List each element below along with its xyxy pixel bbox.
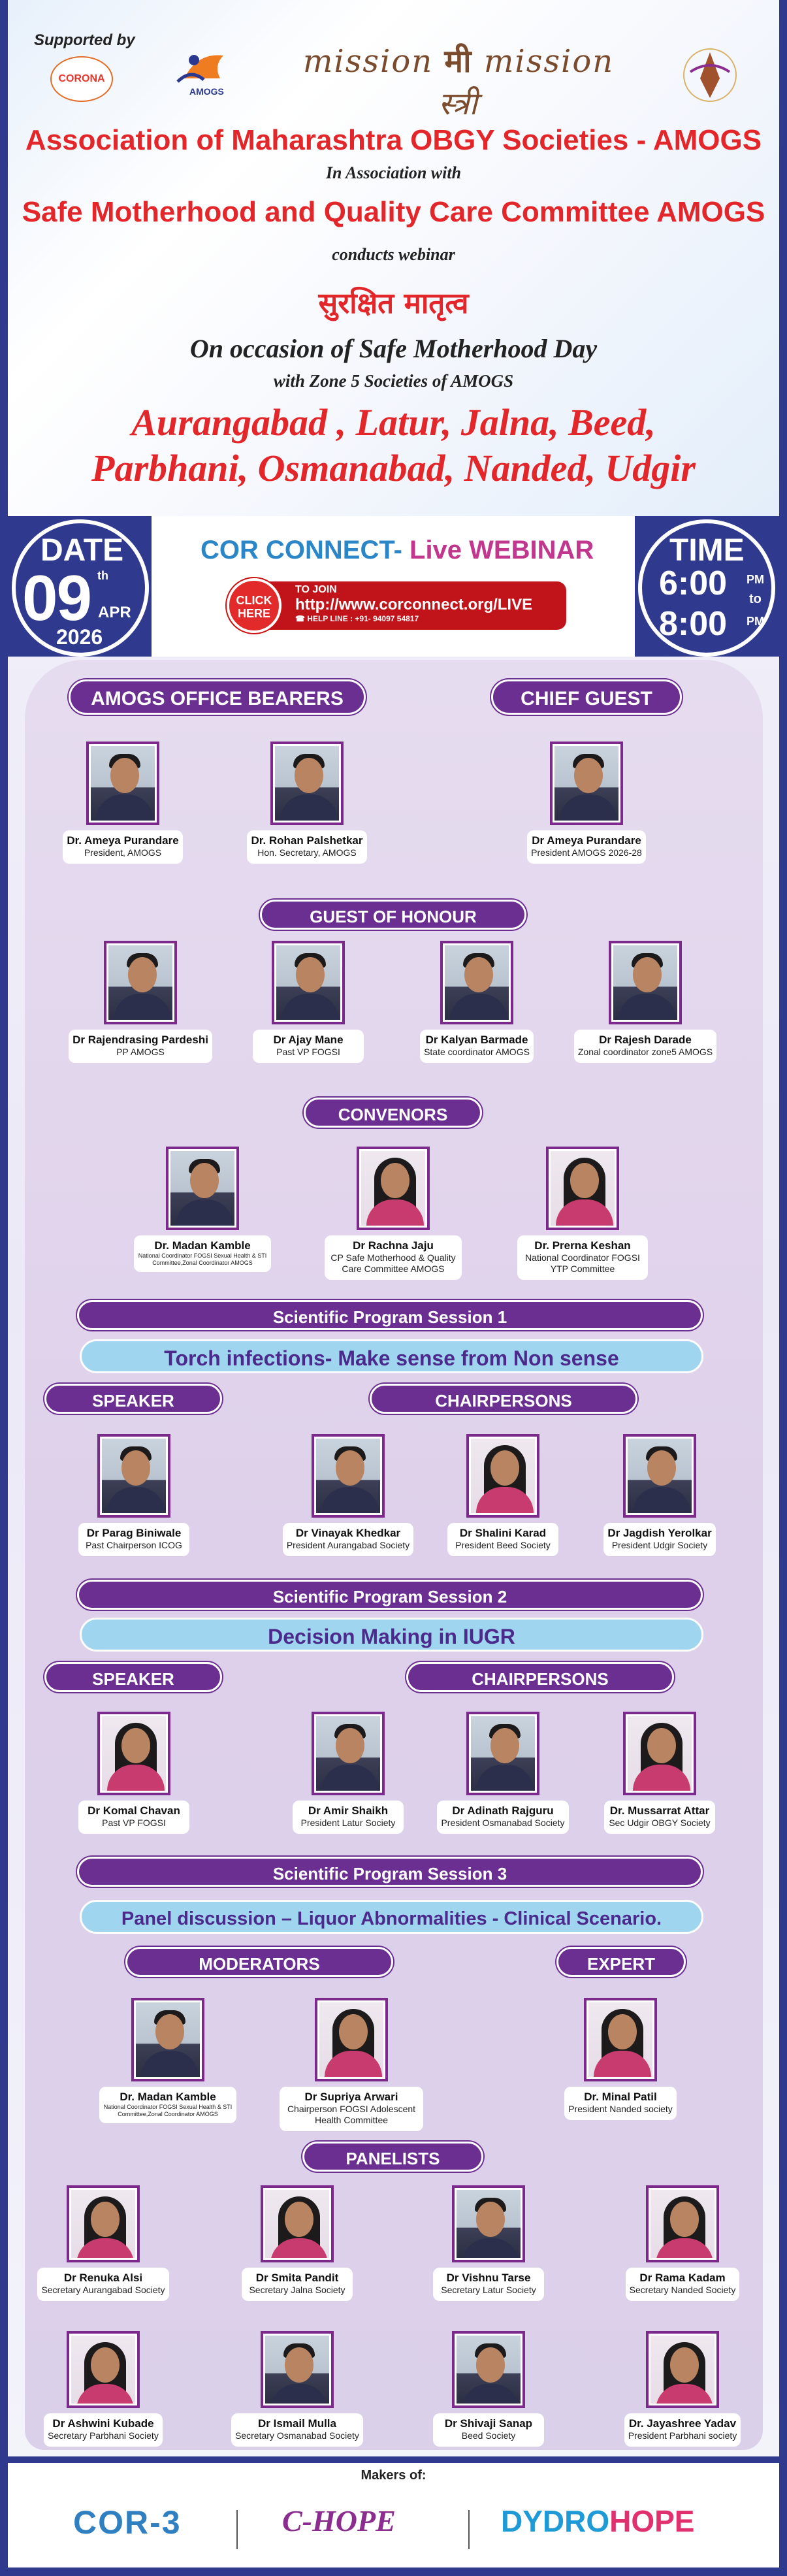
person-title: President Latur Society <box>300 1818 396 1828</box>
person-title: President Osmanabad Society <box>441 1818 565 1828</box>
panelists-heading: PANELISTS <box>302 2142 483 2172</box>
portrait-photo <box>166 1147 239 1230</box>
person-name: Dr Ameya Purandare <box>532 834 641 847</box>
portrait-photo <box>261 2185 334 2262</box>
portrait-photo <box>550 742 623 825</box>
cities-line-2: Parbhani, Osmanabad, Nanded, Udgir <box>91 447 696 489</box>
person-title: PP AMOGS <box>116 1047 165 1057</box>
person-card <box>567 941 724 1063</box>
occasion-title: On occasion of Safe Motherhood Day <box>189 334 598 363</box>
person-card <box>604 2185 761 2301</box>
person-title: CP Safe Motherhood & Quality Care Committee AMOGS <box>330 1252 456 1274</box>
portrait-photo <box>261 2331 334 2408</box>
portrait-photo <box>86 742 159 825</box>
person-name: Dr. Jayashree Yadav <box>628 2417 737 2430</box>
person-title: Secretary Aurangabad Society <box>41 2285 165 2295</box>
portrait-photo <box>609 941 682 1024</box>
committee-title: Safe Motherhood and Quality Care Committee AMOGS <box>22 196 765 228</box>
association-title: Association of Maharashtra OBGY Societies - AMOGS <box>25 124 762 156</box>
person-name: Dr Supriya Arwari <box>304 2091 398 2103</box>
person-title: State coordinator AMOGS <box>424 1047 530 1057</box>
chief-guest-heading: CHIEF GUEST <box>491 679 682 715</box>
person-title: Secretary Nanded Society <box>629 2285 736 2295</box>
moderators-heading: MODERATORS <box>125 1947 393 1977</box>
person-name: Dr Shivaji Sanap <box>444 2417 533 2430</box>
person-name: Dr Parag Biniwale <box>86 1527 182 1539</box>
person-name: Dr Ajay Mane <box>273 1034 344 1046</box>
amogs-logo <box>165 46 243 105</box>
person-card <box>230 941 387 1063</box>
portrait-photo <box>67 2185 140 2262</box>
session-2-heading: Scientific Program Session 2 <box>77 1580 703 1610</box>
session-1-heading: Scientific Program Session 1 <box>77 1300 703 1330</box>
person-title: Beed Society <box>461 2430 516 2441</box>
person-title: President Parbhani society <box>628 2430 737 2441</box>
webinar-brand <box>201 536 594 565</box>
date-label: DATE <box>40 533 124 568</box>
person-name: Dr Rajesh Darade <box>599 1034 692 1046</box>
person-name: Dr Rachna Jaju <box>353 1239 434 1252</box>
person-card <box>219 2331 376 2447</box>
time-start: 6:00 <box>659 564 728 602</box>
time-badge <box>638 519 775 657</box>
webinar-panel <box>152 516 635 657</box>
portrait-photo <box>646 2331 719 2408</box>
mission-logo <box>298 39 618 124</box>
person-card <box>581 1434 738 1556</box>
session-3-topic: Panel discussion – Liquor Abnormalities - Clinical Scenario. <box>80 1900 703 1934</box>
convenors-heading: CONVENORS <box>304 1098 482 1128</box>
person-title: President Beed Society <box>455 1540 551 1550</box>
portrait-photo <box>312 1434 385 1518</box>
person-card <box>315 1147 472 1280</box>
guest-of-honour-heading: GUEST OF HONOUR <box>260 900 526 930</box>
person-title: Secretary Jalna Society <box>249 2285 345 2295</box>
person-name: Dr Rama Kadam <box>639 2272 726 2284</box>
portrait-photo <box>270 742 344 825</box>
person-title: Secretary Osmanabad Society <box>235 2430 359 2441</box>
time-label: TIME <box>669 533 745 568</box>
person-card <box>56 1712 212 1834</box>
office-bearers-heading: AMOGS OFFICE BEARERS <box>69 679 366 715</box>
person-card <box>89 1998 246 2123</box>
date-month: APR <box>98 604 131 621</box>
portrait-photo <box>97 1434 170 1518</box>
person-title: National Coordinator FOGSI YTP Committee <box>525 1252 640 1274</box>
person-card <box>270 1712 426 1834</box>
person-title: President Aurangabad Society <box>286 1540 410 1550</box>
portrait-photo <box>440 941 513 1024</box>
person-title: Past VP FOGSI <box>276 1047 340 1057</box>
person-title: Secretary Latur Society <box>441 2285 536 2295</box>
person-name: Dr. Ameya Purandare <box>67 834 179 847</box>
portrait-photo <box>272 941 345 1024</box>
person-name: Dr Adinath Rajguru <box>452 1804 554 1817</box>
person-card <box>398 941 555 1063</box>
expert-heading: EXPERT <box>556 1947 686 1977</box>
cities-list <box>8 400 779 491</box>
zone-subtitle: with Zone 5 Societies of AMOGS <box>273 371 514 391</box>
person-name: Dr Ismail Mulla <box>258 2417 336 2430</box>
person-name: Dr. Madan Kamble <box>120 2091 216 2103</box>
mission-mid: मी <box>444 43 473 80</box>
person-card <box>273 1998 430 2131</box>
portrait-photo <box>452 2331 525 2408</box>
portrait-photo <box>466 1434 539 1518</box>
dydrohope-logo-b: HOPE <box>609 2504 695 2538</box>
dydrohope-logo <box>501 2503 695 2539</box>
cor-connect-label: COR CONNECT- <box>201 536 402 564</box>
session-2-chairpersons-heading: CHAIRPERSONS <box>406 1662 674 1692</box>
to-join-label: TO JOIN <box>295 584 337 595</box>
person-title: President AMOGS 2026-28 <box>531 847 642 858</box>
person-card <box>504 1147 661 1280</box>
time-start-pm: PM <box>747 573 764 586</box>
person-card <box>508 742 665 864</box>
session-2-topic: Decision Making in IUGR <box>80 1618 703 1652</box>
person-card <box>219 2185 376 2301</box>
person-card <box>410 2185 567 2301</box>
session-1-speaker-heading: SPEAKER <box>44 1384 222 1414</box>
person-name: Dr Komal Chavan <box>88 1804 180 1817</box>
person-name: Dr Renuka Alsi <box>63 2272 143 2284</box>
person-card <box>229 742 385 864</box>
person-name: Dr. Rohan Palshetkar <box>251 834 363 847</box>
portrait-photo <box>452 2185 525 2262</box>
person-card <box>62 941 219 1063</box>
person-name: Dr Amir Shaikh <box>308 1804 389 1817</box>
person-title: Past Chairperson ICOG <box>86 1540 182 1550</box>
person-title: Zonal coordinator zone5 AMOGS <box>577 1047 713 1057</box>
amogs-logo-text: AMOGS <box>189 86 224 97</box>
session-3-heading: Scientific Program Session 3 <box>77 1857 703 1887</box>
session-1-topic: Torch infections- Make sense from Non sense <box>80 1339 703 1373</box>
person-name: Dr Vishnu Tarse <box>446 2272 531 2284</box>
divider <box>468 2510 470 2549</box>
person-title: President Nanded society <box>568 2104 673 2114</box>
portrait-photo <box>312 1712 385 1795</box>
person-name: Dr. Mussarrat Attar <box>609 1804 710 1817</box>
portrait-photo <box>646 2185 719 2262</box>
portrait-photo <box>466 1712 539 1795</box>
portrait-photo <box>131 1998 204 2081</box>
time-end-pm: PM <box>747 615 764 628</box>
person-card <box>410 2331 567 2447</box>
person-name: Dr Smita Pandit <box>255 2272 339 2284</box>
person-card <box>425 1712 581 1834</box>
person-name: Dr. Madan Kamble <box>154 1239 251 1252</box>
person-name: Dr Vinayak Khedkar <box>295 1527 401 1539</box>
time-end: 8:00 <box>659 605 728 643</box>
person-title: National Coordinator FOGSI Sexual Health & STI Committee,Zonal Coordinator AMOGS <box>103 2104 233 2117</box>
person-name: Dr Ashwini Kubade <box>52 2417 154 2430</box>
cor3-logo: COR-3 <box>73 2504 182 2541</box>
person-card <box>25 2185 182 2301</box>
cities-line-1: Aurangabad , Latur, Jalna, Beed, <box>131 401 656 444</box>
person-name: Dr Kalyan Barmade <box>425 1034 528 1046</box>
person-title: Past VP FOGSI <box>102 1818 166 1828</box>
webinar-url-link[interactable]: http://www.corconnect.org/LIVE <box>295 596 533 613</box>
society-emblem-icon <box>674 39 746 111</box>
portrait-photo <box>623 1434 696 1518</box>
person-card <box>270 1434 426 1556</box>
person-card <box>604 2331 761 2447</box>
corona-logo: CORONA <box>50 56 113 102</box>
portrait-photo <box>97 1712 170 1795</box>
person-title: Secretary Parbhani Society <box>48 2430 159 2441</box>
chope-logo: C-HOPE <box>282 2504 396 2537</box>
makers-label: Makers of: <box>361 2468 426 2483</box>
person-card <box>25 2331 182 2447</box>
portrait-photo <box>546 1147 619 1230</box>
date-badge <box>12 519 149 657</box>
person-title: President, AMOGS <box>84 847 162 858</box>
session-1-chairpersons-heading: CHAIRPERSONS <box>370 1384 637 1414</box>
person-card <box>425 1434 581 1556</box>
person-card <box>581 1712 738 1834</box>
divider <box>236 2510 238 2549</box>
portrait-photo <box>315 1998 388 2081</box>
in-association-label: In Association with <box>325 163 462 182</box>
click-here-button[interactable]: CLICK HERE <box>227 578 281 633</box>
portrait-photo <box>623 1712 696 1795</box>
portrait-photo <box>357 1147 430 1230</box>
person-card <box>124 1147 281 1272</box>
person-card <box>44 742 201 864</box>
person-card <box>542 1998 699 2120</box>
person-name: Dr. Prerna Keshan <box>534 1239 631 1252</box>
portrait-photo <box>104 941 177 1024</box>
helpline-text: ☎ HELP LINE : +91- 94097 54817 <box>295 614 419 623</box>
footer-panel <box>8 2463 779 2568</box>
person-card <box>56 1434 212 1556</box>
person-name: Dr Rajendrasing Pardeshi <box>72 1034 208 1046</box>
marathi-title: सुरक्षित मातृत्व <box>318 287 469 320</box>
mission-left: mission <box>302 43 434 80</box>
person-name: Dr. Minal Patil <box>584 2091 657 2103</box>
portrait-photo <box>584 1998 657 2081</box>
time-to: to <box>749 592 762 606</box>
join-link-bar[interactable] <box>253 581 566 630</box>
date-year: 2026 <box>56 625 103 649</box>
portrait-photo <box>67 2331 140 2408</box>
mission-right: mission स्त्री <box>438 43 615 122</box>
conducts-label: conducts webinar <box>332 245 455 264</box>
date-suffix: th <box>97 569 108 582</box>
supported-by-label: Supported by <box>34 31 135 49</box>
person-name: Dr Jagdish Yerolkar <box>607 1527 712 1539</box>
person-name: Dr Shalini Karad <box>459 1527 547 1539</box>
live-webinar-label: Live WEBINAR <box>402 536 594 564</box>
person-title: National Coordinator FOGSI Sexual Health & STI Committee,Zonal Coordinator AMOGS <box>138 1252 267 1266</box>
person-title: Sec Udgir OBGY Society <box>609 1818 711 1828</box>
person-title: President Udgir Society <box>611 1540 708 1550</box>
session-2-speaker-heading: SPEAKER <box>44 1662 222 1692</box>
person-title: Chairperson FOGSI Adolescent Health Committee <box>287 2104 416 2125</box>
dydrohope-logo-a: DYDRO <box>501 2504 610 2538</box>
person-title: Hon. Secretary, AMOGS <box>257 847 357 858</box>
date-day: 09 <box>22 562 91 634</box>
